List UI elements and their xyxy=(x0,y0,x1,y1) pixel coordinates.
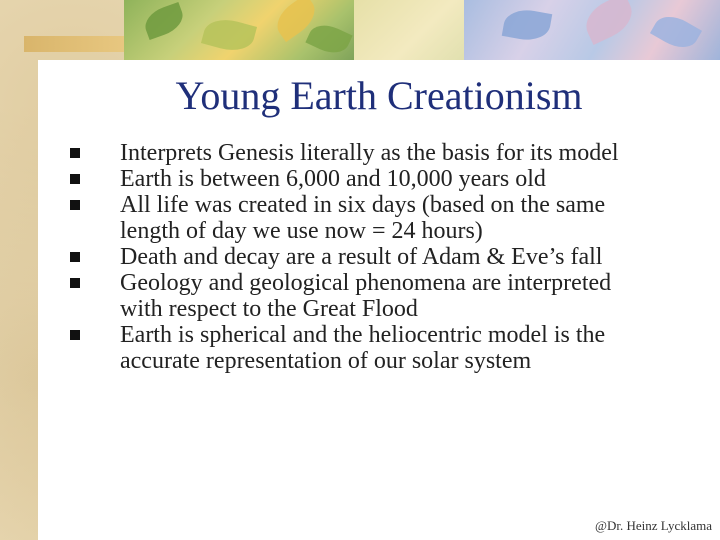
footer-credit: @Dr. Heinz Lycklama xyxy=(594,518,712,533)
bullet-text: Interprets Genesis literally as the basis for its model xyxy=(120,140,619,166)
petal-image xyxy=(650,9,702,55)
square-bullet-icon xyxy=(70,174,80,184)
bullet-text: All life was created in six days (based on the same length of day we use now = 24 hours) xyxy=(120,192,606,244)
bullet-text: Earth is spherical and the heliocentric model is the accurate representation of our solar system xyxy=(120,322,606,374)
banner-band-floral xyxy=(464,0,720,60)
square-bullet-icon xyxy=(70,330,80,340)
bullet-list xyxy=(70,140,640,374)
bullet-text: Geology and geological phenomena are interpreted with respect to the Great Flood xyxy=(120,270,612,322)
decorative-banner xyxy=(24,0,720,60)
bullet-item xyxy=(70,270,640,322)
slide-title: Young Earth Creationism xyxy=(175,73,583,118)
square-bullet-icon xyxy=(70,200,80,210)
leaf-image xyxy=(141,2,187,40)
banner-band-gold xyxy=(24,36,134,52)
petal-image xyxy=(579,0,639,45)
leaf-image xyxy=(305,19,352,59)
bullet-text: Earth is between 6,000 and 10,000 years old xyxy=(120,166,546,192)
bullet-text: Death and decay are a result of Adam & Eve’s fall xyxy=(120,244,603,270)
bullet-item xyxy=(70,322,640,374)
square-bullet-icon xyxy=(70,278,80,288)
bullet-item xyxy=(70,192,640,244)
bullet-item xyxy=(70,140,640,166)
petal-image xyxy=(502,6,553,44)
leaf-image xyxy=(201,14,257,56)
square-bullet-icon xyxy=(70,148,80,158)
bullet-item xyxy=(70,244,640,270)
bullet-item xyxy=(70,166,640,192)
banner-band-leaves xyxy=(124,0,354,60)
square-bullet-icon xyxy=(70,252,80,262)
